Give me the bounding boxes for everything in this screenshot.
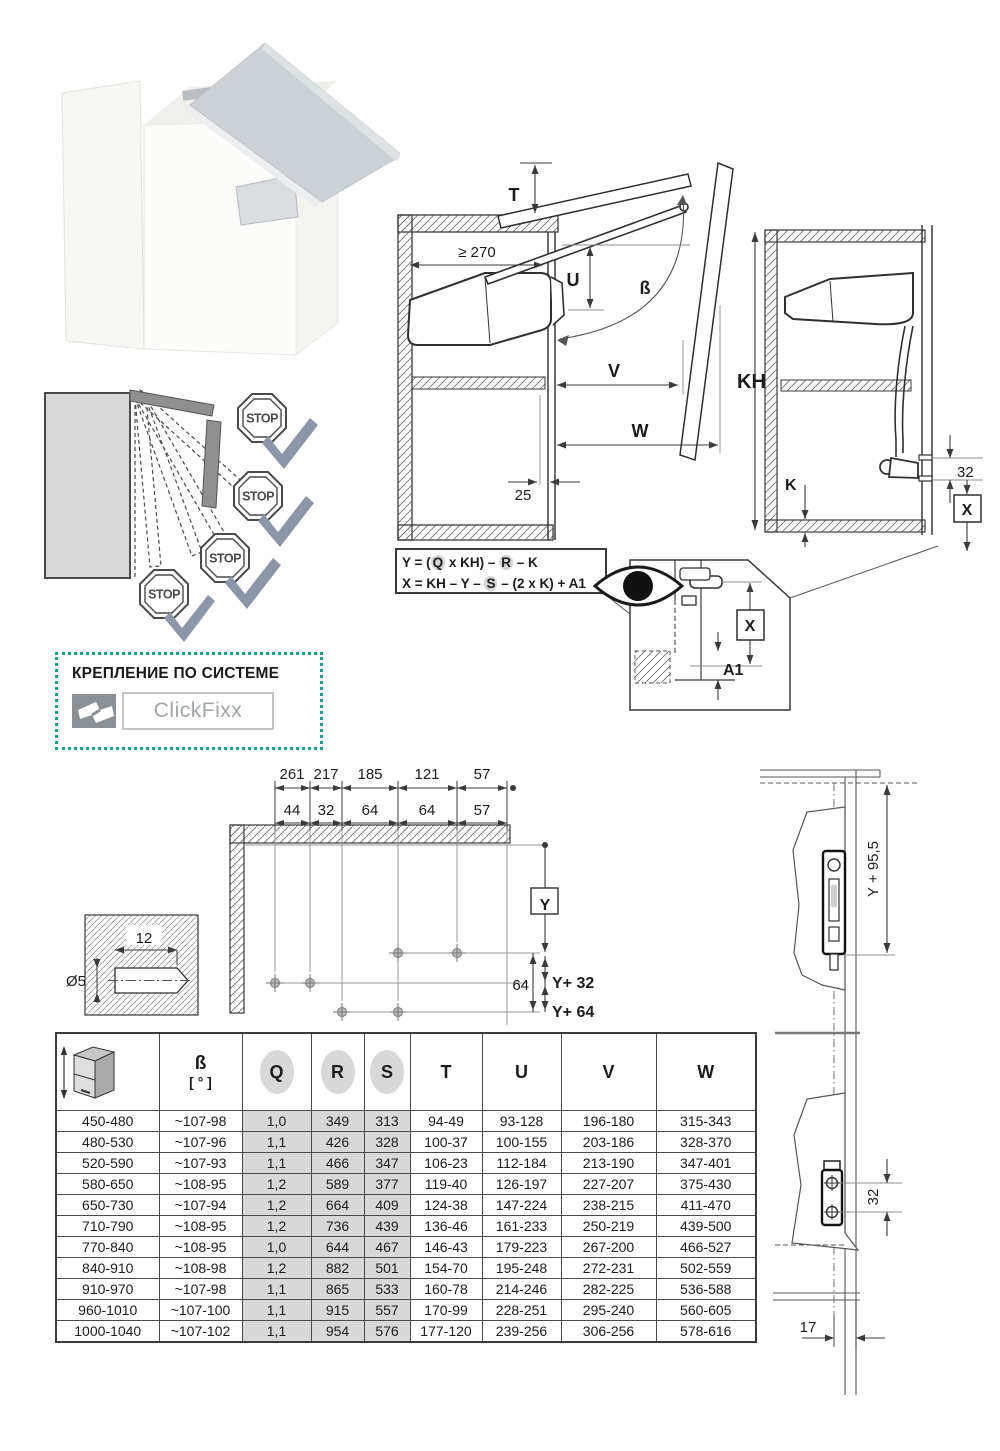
table-header-row (56, 1033, 756, 1111)
cabinet-height-icon (57, 1040, 121, 1104)
table-row (56, 1174, 756, 1195)
hole-axes (275, 830, 540, 1025)
r-cell: 466 (311, 1153, 364, 1174)
kh-range-cell: 580-650 (56, 1174, 159, 1195)
wall-block (635, 651, 670, 683)
u-cell: 147-224 (482, 1195, 561, 1216)
w-cell: 560-605 (656, 1300, 756, 1321)
s-cell: 347 (364, 1153, 410, 1174)
stop-positions-diagram (40, 378, 340, 650)
w-cell: 347-401 (656, 1153, 756, 1174)
u-cell: 126-197 (482, 1174, 561, 1195)
col-header-v: V (561, 1033, 656, 1111)
t-cell: 119-40 (410, 1174, 482, 1195)
y-box-label: Y (539, 897, 551, 915)
q-token: Q (432, 555, 444, 570)
s-cell: 533 (364, 1279, 410, 1300)
svg-text:STOP: STOP (148, 587, 180, 602)
t-cell: 146-43 (410, 1237, 482, 1258)
q-cell: 1,1 (242, 1279, 311, 1300)
table-row (56, 1132, 756, 1153)
mounting-system-box (55, 652, 323, 750)
col-header-q: Q (242, 1033, 311, 1111)
r-cell: 589 (311, 1174, 364, 1195)
dim-32: 32 (317, 802, 335, 819)
cabinet-photo (40, 25, 400, 370)
svg-text:STOP: STOP (209, 551, 241, 566)
y-955-label: Y + 95,5 (865, 840, 882, 898)
cabinet-side (45, 393, 130, 578)
u-cell: 112-184 (482, 1153, 561, 1174)
v-cell: 213-190 (561, 1153, 656, 1174)
cabinet-height-icon-cell (56, 1033, 159, 1111)
beta-cell: ~107-96 (159, 1132, 242, 1153)
dim-t: T (508, 185, 520, 205)
kh-range-cell: 450-480 (56, 1111, 159, 1132)
lift-mechanism-closed (785, 273, 932, 481)
dim-32-label: 32 (865, 1188, 882, 1206)
r-cell: 426 (311, 1132, 364, 1153)
s-cell: 377 (364, 1174, 410, 1195)
v-cell: 203-186 (561, 1132, 656, 1153)
u-cell: 239-256 (482, 1321, 561, 1343)
q-cell: 1,1 (242, 1321, 311, 1343)
v-cell: 267-200 (561, 1237, 656, 1258)
w-cell: 536-588 (656, 1279, 756, 1300)
y-plus-32: Y+ 32 (552, 975, 595, 992)
r-cell: 915 (311, 1300, 364, 1321)
t-cell: 106-23 (410, 1153, 482, 1174)
u-cell: 161-233 (482, 1216, 561, 1237)
q-cell: 1,2 (242, 1216, 311, 1237)
clickfixx-icon (72, 692, 118, 730)
s-cell: 328 (364, 1132, 410, 1153)
dim-217: 217 (313, 766, 339, 783)
q-cell: 1,1 (242, 1132, 311, 1153)
col-header-beta: ß [ ° ] (159, 1033, 242, 1111)
v-cell: 196-180 (561, 1111, 656, 1132)
formula-box (395, 548, 607, 594)
side-rail-diagram (750, 755, 1000, 1400)
col-header-t: T (410, 1033, 482, 1111)
bottom-lines (773, 1245, 860, 1300)
dim-kh: KH (737, 371, 766, 393)
dim-32: 32 (957, 464, 974, 481)
dim-a1: A1 (723, 662, 744, 679)
table-row (56, 1300, 756, 1321)
table-row (56, 1111, 756, 1132)
table-row (56, 1195, 756, 1216)
dim-57b: 57 (473, 802, 491, 819)
w-cell: 502-559 (656, 1258, 756, 1279)
clickfixx-logo: ClickFixx (122, 692, 274, 730)
hole-depth-label: 12 (135, 930, 153, 947)
r-cell: 882 (311, 1258, 364, 1279)
u-cell: 228-251 (482, 1300, 561, 1321)
dim-57: 57 (473, 766, 491, 783)
dim-261: 261 (279, 766, 305, 783)
dimensions-table (55, 1032, 757, 1343)
q-cell: 1,2 (242, 1258, 311, 1279)
r-cell: 865 (311, 1279, 364, 1300)
w-cell: 328-370 (656, 1132, 756, 1153)
beta-cell: ~107-94 (159, 1195, 242, 1216)
table-row (56, 1321, 756, 1343)
beta-cell: ~107-98 (159, 1111, 242, 1132)
door-position-tilted (202, 420, 221, 508)
q-cell: 1,1 (242, 1153, 311, 1174)
v-cell: 295-240 (561, 1300, 656, 1321)
q-cell: 1,0 (242, 1111, 311, 1132)
s-token: S (486, 576, 496, 591)
u-cell: 100-155 (482, 1132, 561, 1153)
formula-x: X = KH – Y – S – (2 x K) + A1 (402, 576, 586, 591)
s-cell: 409 (364, 1195, 410, 1216)
beta-cell: ~108-95 (159, 1174, 242, 1195)
t-cell: 154-70 (410, 1258, 482, 1279)
mounting-plate (822, 1161, 842, 1225)
col-header-w: W (656, 1033, 756, 1111)
s-cell: 439 (364, 1216, 410, 1237)
u-cell: 195-248 (482, 1258, 561, 1279)
dim-64b: 64 (418, 802, 436, 819)
kh-range-cell: 910-970 (56, 1279, 159, 1300)
dim-x: X (961, 502, 973, 519)
v-cell: 227-207 (561, 1174, 656, 1195)
y-plus-64: Y+ 64 (552, 1004, 595, 1021)
col-header-u: U (482, 1033, 561, 1111)
mounting-title: КРЕПЛЕНИЕ ПО СИСТЕМЕ (72, 665, 280, 682)
kh-range-cell: 770-840 (56, 1237, 159, 1258)
s-cell: 313 (364, 1111, 410, 1132)
t-cell: 177-120 (410, 1321, 482, 1343)
dim-17-label: 17 (799, 1319, 817, 1336)
r-cell: 349 (311, 1111, 364, 1132)
dim-121: 121 (414, 766, 440, 783)
u-cell: 93-128 (482, 1111, 561, 1132)
dim-w: W (631, 421, 649, 441)
dim-185: 185 (357, 766, 383, 783)
dim-beta: ß (639, 278, 651, 298)
kh-range-cell: 1000-1040 (56, 1321, 159, 1343)
formula-y: Y = ( Q x KH) – R – K (402, 555, 538, 570)
r-cell: 954 (311, 1321, 364, 1343)
table-body (56, 1111, 756, 1343)
t-cell: 94-49 (410, 1111, 482, 1132)
dim-x: X (744, 618, 756, 635)
r-cell: 664 (311, 1195, 364, 1216)
kh-range-cell: 840-910 (56, 1258, 159, 1279)
w-cell: 439-500 (656, 1216, 756, 1237)
dim-u: U (566, 270, 580, 290)
beta-cell: ~107-100 (159, 1300, 242, 1321)
table-row (56, 1279, 756, 1300)
kh-range-cell: 710-790 (56, 1216, 159, 1237)
s-cell: 501 (364, 1258, 410, 1279)
kh-range-cell: 520-590 (56, 1153, 159, 1174)
w-cell: 411-470 (656, 1195, 756, 1216)
closed-section-diagram (735, 195, 1000, 555)
q-cell: 1,0 (242, 1237, 311, 1258)
col-header-r: R (311, 1033, 364, 1111)
table-row (56, 1153, 756, 1174)
r-token: R (501, 555, 511, 570)
t-cell: 136-46 (410, 1216, 482, 1237)
dim-64-label: 64 (512, 977, 529, 994)
t-cell: 170-99 (410, 1300, 482, 1321)
s-cell: 557 (364, 1300, 410, 1321)
w-cell: 375-430 (656, 1174, 756, 1195)
t-cell: 124-38 (410, 1195, 482, 1216)
cross-section-diagram (390, 155, 750, 545)
v-cell: 282-225 (561, 1279, 656, 1300)
r-cell: 644 (311, 1237, 364, 1258)
hole-dia-label: Ø5 (65, 973, 86, 990)
v-cell: 238-215 (561, 1195, 656, 1216)
col-header-s: S (364, 1033, 410, 1111)
s-cell: 467 (364, 1237, 410, 1258)
beta-cell: ~108-95 (159, 1216, 242, 1237)
w-cell: 315-343 (656, 1111, 756, 1132)
v-cell: 306-256 (561, 1321, 656, 1343)
checkmark-icons (164, 418, 318, 642)
kh-range-cell: 480-530 (56, 1132, 159, 1153)
r-cell: 736 (311, 1216, 364, 1237)
eye-detail-diagram (590, 538, 940, 718)
kh-range-cell: 650-730 (56, 1195, 159, 1216)
dim-25: 25 (514, 487, 532, 504)
svg-text:STOP: STOP (246, 411, 278, 426)
beta-cell: ~108-95 (159, 1237, 242, 1258)
dim-k: K (785, 477, 797, 494)
q-cell: 1,2 (242, 1174, 311, 1195)
q-cell: 1,1 (242, 1300, 311, 1321)
drilling-pattern-diagram (40, 755, 620, 1033)
t-cell: 160-78 (410, 1279, 482, 1300)
beta-cell: ~107-98 (159, 1279, 242, 1300)
dim-min-depth: ≥ 270 (458, 244, 496, 261)
dim-44: 44 (283, 802, 301, 819)
v-cell: 272-231 (561, 1258, 656, 1279)
v-cell: 250-219 (561, 1216, 656, 1237)
rail-upper (823, 851, 845, 970)
dim-64a: 64 (361, 802, 379, 819)
beta-cell: ~107-93 (159, 1153, 242, 1174)
table-row (56, 1237, 756, 1258)
table-row (56, 1258, 756, 1279)
svg-text:STOP: STOP (242, 489, 274, 504)
t-cell: 100-37 (410, 1132, 482, 1153)
dim-v: V (607, 361, 621, 381)
table-row (56, 1216, 756, 1237)
u-cell: 214-246 (482, 1279, 561, 1300)
beta-cell: ~108-98 (159, 1258, 242, 1279)
u-cell: 179-223 (482, 1237, 561, 1258)
s-cell: 576 (364, 1321, 410, 1343)
q-cell: 1,2 (242, 1195, 311, 1216)
kh-range-cell: 960-1010 (56, 1300, 159, 1321)
w-cell: 578-616 (656, 1321, 756, 1343)
w-cell: 466-527 (656, 1237, 756, 1258)
beta-cell: ~107-102 (159, 1321, 242, 1343)
